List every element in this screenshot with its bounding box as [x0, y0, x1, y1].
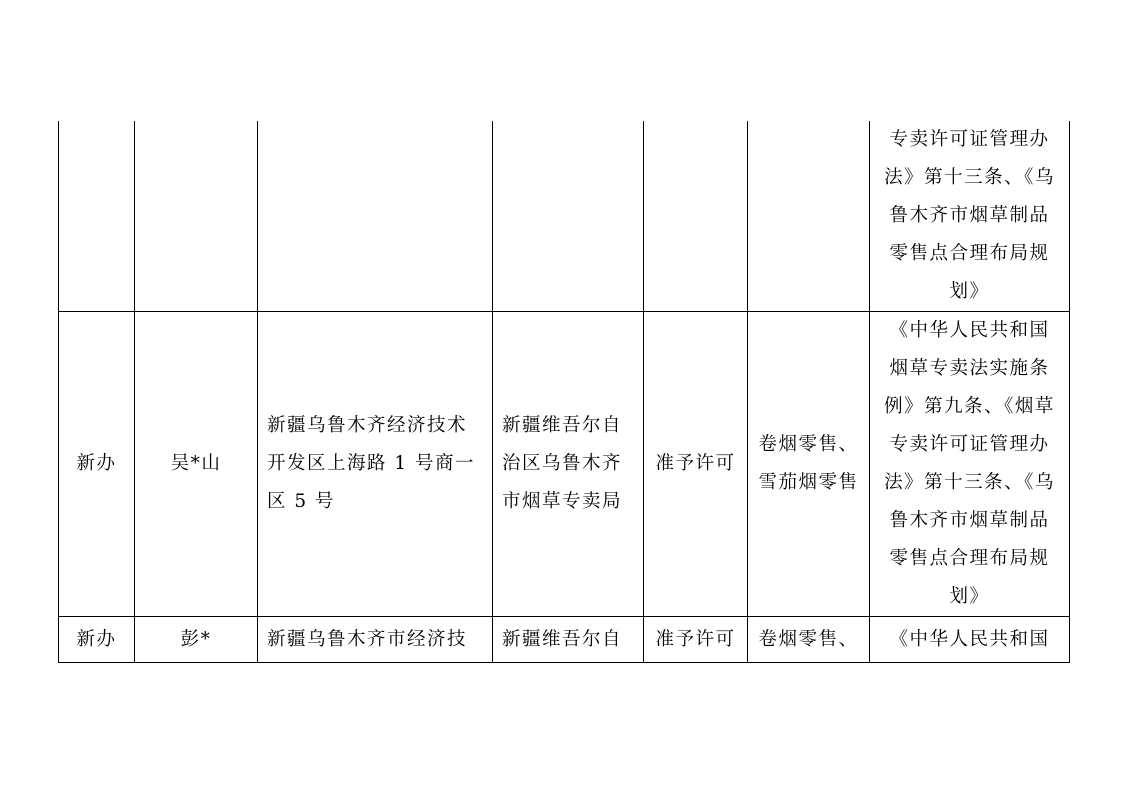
name-cell: 彭* — [135, 617, 258, 663]
basis-line: 划》 — [949, 586, 990, 607]
basis-line: 烟草专卖法实施条 — [889, 358, 1050, 379]
authority-line: 新疆维吾尔自 — [502, 629, 623, 650]
scope-cell — [748, 121, 870, 312]
basis-line: 例》第九条、《烟草 — [884, 396, 1055, 417]
basis-line: 鲁木齐市烟草制品 — [889, 510, 1050, 531]
basis-line: 专卖许可证管理办 — [889, 129, 1050, 150]
type-cell: 新办 — [59, 312, 135, 617]
scope-cell — [748, 312, 870, 617]
basis-line: 专卖许可证管理办 — [889, 434, 1050, 455]
authority-cell — [493, 121, 644, 312]
scope-line: 卷烟零售、 — [758, 434, 859, 455]
address-line: 区 5 号 — [267, 491, 336, 512]
type-cell — [59, 121, 135, 312]
basis-line: 《中华人民共和国 — [889, 629, 1050, 650]
basis-cell — [870, 617, 1070, 663]
address-line: 开发区上海路 1 号商一 — [267, 453, 476, 474]
table-row — [59, 312, 1070, 617]
scope-line: 卷烟零售、 — [758, 629, 859, 650]
decision-cell — [644, 121, 748, 312]
authority-cell — [493, 617, 644, 663]
address-cell — [258, 312, 493, 617]
name-cell: 吴*山 — [135, 312, 258, 617]
scope-cell — [748, 617, 870, 663]
license-table — [58, 121, 1070, 663]
table-row — [59, 617, 1070, 663]
table-row — [59, 121, 1070, 312]
scope-line: 雪茄烟零售 — [758, 472, 859, 493]
name-cell — [135, 121, 258, 312]
basis-line: 《中华人民共和国 — [889, 320, 1050, 341]
address-line: 新疆乌鲁木齐市经济技 — [267, 629, 468, 650]
basis-cell — [870, 121, 1070, 312]
basis-cell — [870, 312, 1070, 617]
basis-line: 零售点合理布局规 — [889, 548, 1050, 569]
address-line: 新疆乌鲁木齐经济技术 — [267, 415, 468, 436]
basis-line: 鲁木齐市烟草制品 — [889, 205, 1050, 226]
authority-cell — [493, 312, 644, 617]
authority-line: 市烟草专卖局 — [502, 491, 623, 512]
address-cell — [258, 121, 493, 312]
decision-cell: 准予许可 — [644, 312, 748, 617]
authority-line: 治区乌鲁木齐 — [502, 453, 623, 474]
decision-cell: 准予许可 — [644, 617, 748, 663]
basis-line: 法》第十三条、《乌 — [884, 167, 1055, 188]
basis-line: 零售点合理布局规 — [889, 243, 1050, 264]
basis-line: 法》第十三条、《乌 — [884, 472, 1055, 493]
type-cell: 新办 — [59, 617, 135, 663]
address-cell — [258, 617, 493, 663]
basis-line: 划》 — [949, 281, 990, 302]
authority-line: 新疆维吾尔自 — [502, 415, 623, 436]
